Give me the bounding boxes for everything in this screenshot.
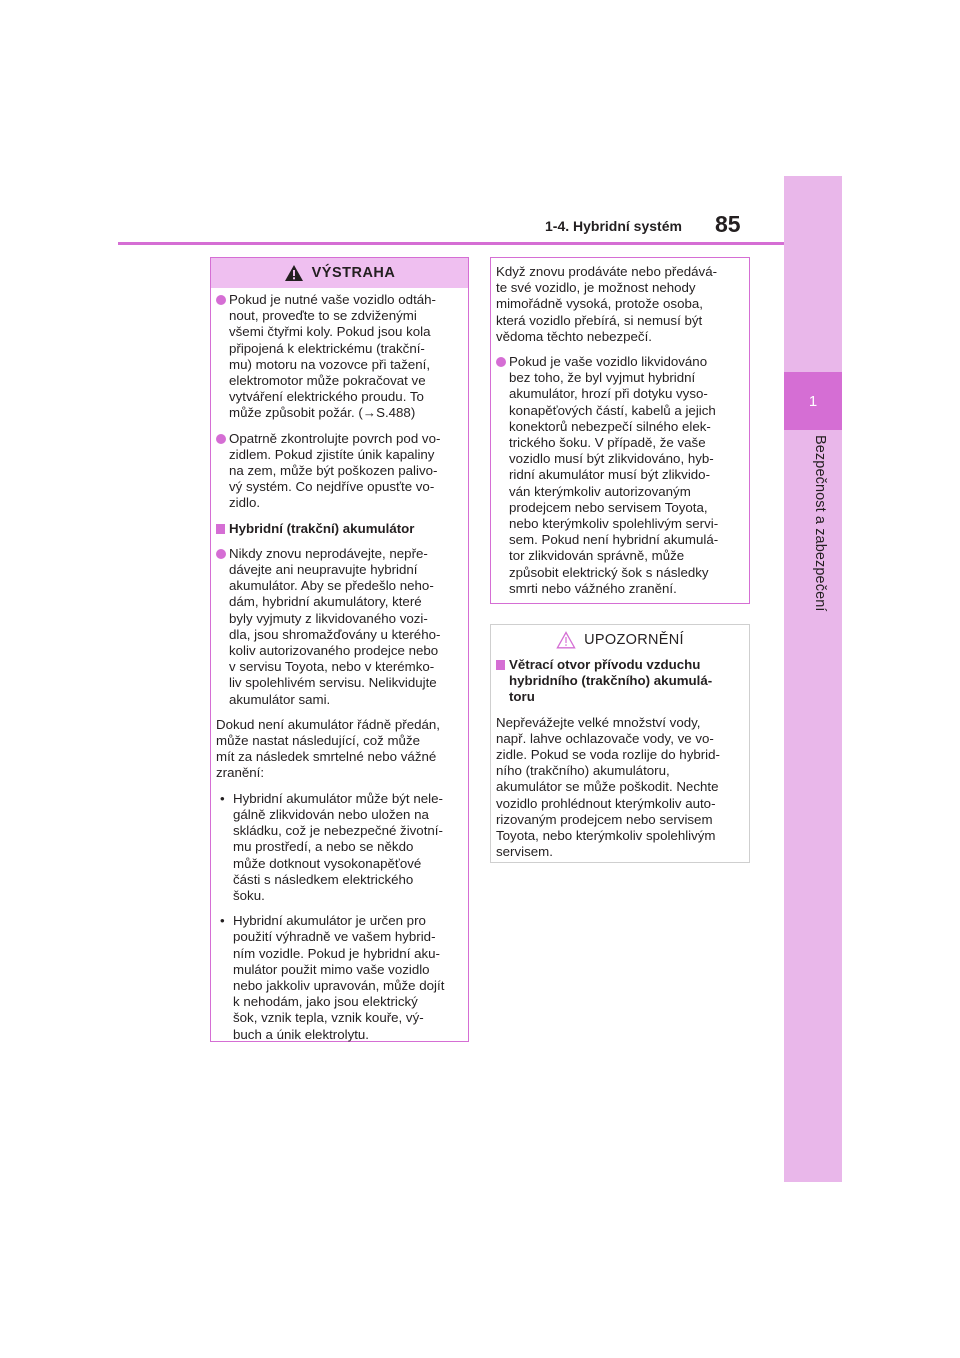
warning-header — [211, 258, 468, 288]
page-number: 85 — [715, 211, 741, 237]
warning-triangle-icon — [284, 264, 304, 282]
notice-box — [490, 624, 750, 863]
notice-header — [491, 625, 749, 655]
warning-bullet-text: Hybridní akumulátor může být nele- gálně zlikvidován nebo uložen na skládku, což je nebezpečné životní- mu prostředí, a nebo se někdo může dotknout vysokonapěťové části s následkem elektrického šoku. — [233, 790, 443, 903]
warning-bullet-text: Hybridní akumulátor je určen pro použití výhradně ve vašem hybrid- ním vozidle. Pokud je hybridní aku- mulátor použit mimo vaše vozidlo nebo jakkoliv upravován, může dojít k nehodám, jako jsou elektrický šok, vznik tepla, vznik kouře, vý- buch a únik elektrolytu. — [233, 913, 445, 1042]
warning-subheading-text: Hybridní (trakční) akumulátor — [229, 520, 415, 536]
warning-continued-paragraph: Když znovu prodáváte nebo předává- te své vozidlo, je možnost nehody mimořádně vysoká, protože osoba, která vozidlo přebírá, si nemusí být vědoma těchto nebezpečí. — [496, 264, 718, 344]
chapter-title: Bezpečnost a zabezpečení — [812, 435, 828, 612]
bullet-dot-icon — [216, 549, 226, 559]
bullet-square-icon — [496, 660, 505, 670]
warning-item — [216, 292, 463, 422]
warning-bullet — [216, 791, 463, 904]
warning-continued-content — [491, 258, 749, 597]
notice-title: UPOZORNĚNÍ — [584, 632, 684, 648]
warning-item-text: Nikdy znovu neprodávejte, nepře- dávejte ani neupravujte hybridní akumulátor. Aby se předešlo neho- dám, hybridní akumulátory, které byly vyjmuty z likvidovaného vozi- dla, jsou shromažďovány u kterého- koliv autorizovaného prodejce nebo v servisu Toyota, nebo v kterémko- liv spolehlivém servisu. Nelikvidujte akumulátor sami. — [229, 545, 441, 707]
warning-continued-box — [490, 257, 750, 604]
warning-item — [216, 431, 463, 512]
warning-bullet — [216, 913, 463, 1043]
warning-paragraph: Dokud není akumulátor řádně předán, může nastat následující, což může mít za následek smrtelné nebo vážné zranění: — [216, 716, 440, 781]
warning-subheading — [216, 521, 463, 537]
bullet-dot-icon — [216, 434, 226, 444]
warning-box — [210, 257, 469, 1042]
caution-triangle-icon — [556, 631, 576, 649]
warning-item-text: Pokud je vaše vozidlo likvidováno bez toho, že byl vyjmut hybridní akumulátor, hrozí při dotyku vyso- konapěťových částí, kabelů a jejich konektorů nebezpečí silného elek- trického šoku. V případě, že vaše vozidlo musí být zlikvidováno, hyb- ridní akumulátor musí být zlikvido- ván kterýmkoliv autorizovaným prodejcem nebo servisem Toyota, nebo kterýmkoliv spolehlivým servi- sem. Pokud není hybridní akumulá- tor zlikvidován správně, může způsobit elektrický šok s následky smrti nebo vážného zranění. — [509, 354, 719, 596]
warning-item-text: Pokud je nutné vaše vozidlo odtáh- nout, proveďte to se zdviženými všemi čtyřmi koly. Pokud jsou kola připojená k elektrickému (trakční- mu) motoru na vozovce při tažení, elektromotor může pokračovat ve vytváření elektrického proudu. To může způsobit požár. (→S.488) — [229, 292, 436, 421]
warning-item — [496, 354, 744, 597]
notice-subheading-text: Větrací otvor přívodu vzduchu hybridního (trakčního) akumulá- toru — [509, 657, 713, 705]
bullet-point: • — [220, 790, 225, 806]
chapter-side-tab — [784, 176, 842, 1182]
warning-title: VÝSTRAHA — [311, 265, 396, 281]
notice-content — [491, 655, 749, 860]
header-rule — [118, 242, 784, 245]
chapter-number: 1 — [784, 372, 842, 430]
notice-subheading — [496, 657, 744, 706]
bullet-dot-icon — [496, 357, 506, 367]
warning-item-text: Opatrně zkontrolujte povrch pod vo- zidlem. Pokud zjistíte únik kapaliny na zem, může být poškozen palivo- vý systém. Co nejdříve opusťte vo- zidlo. — [229, 430, 441, 511]
notice-paragraph: Nepřevážejte velké množství vody, např. lahve ochlazovače vody, ve vo- zidle. Pokud se voda rozlije do hybrid- ního (trakčního) akumulátoru, akumulátor se může poškodit. Nechte vozidlo prohlédnout kterýmkoliv auto- rizovaným prodejcem nebo servisem Toyota, nebo kterýmkoliv spolehlivým servisem. — [496, 714, 720, 860]
bullet-square-icon — [216, 524, 225, 534]
bullet-dot-icon — [216, 295, 226, 305]
warning-content — [211, 288, 468, 1043]
bullet-point: • — [220, 913, 225, 929]
warning-item — [216, 546, 463, 708]
section-title: 1-4. Hybridní systém — [545, 218, 682, 234]
